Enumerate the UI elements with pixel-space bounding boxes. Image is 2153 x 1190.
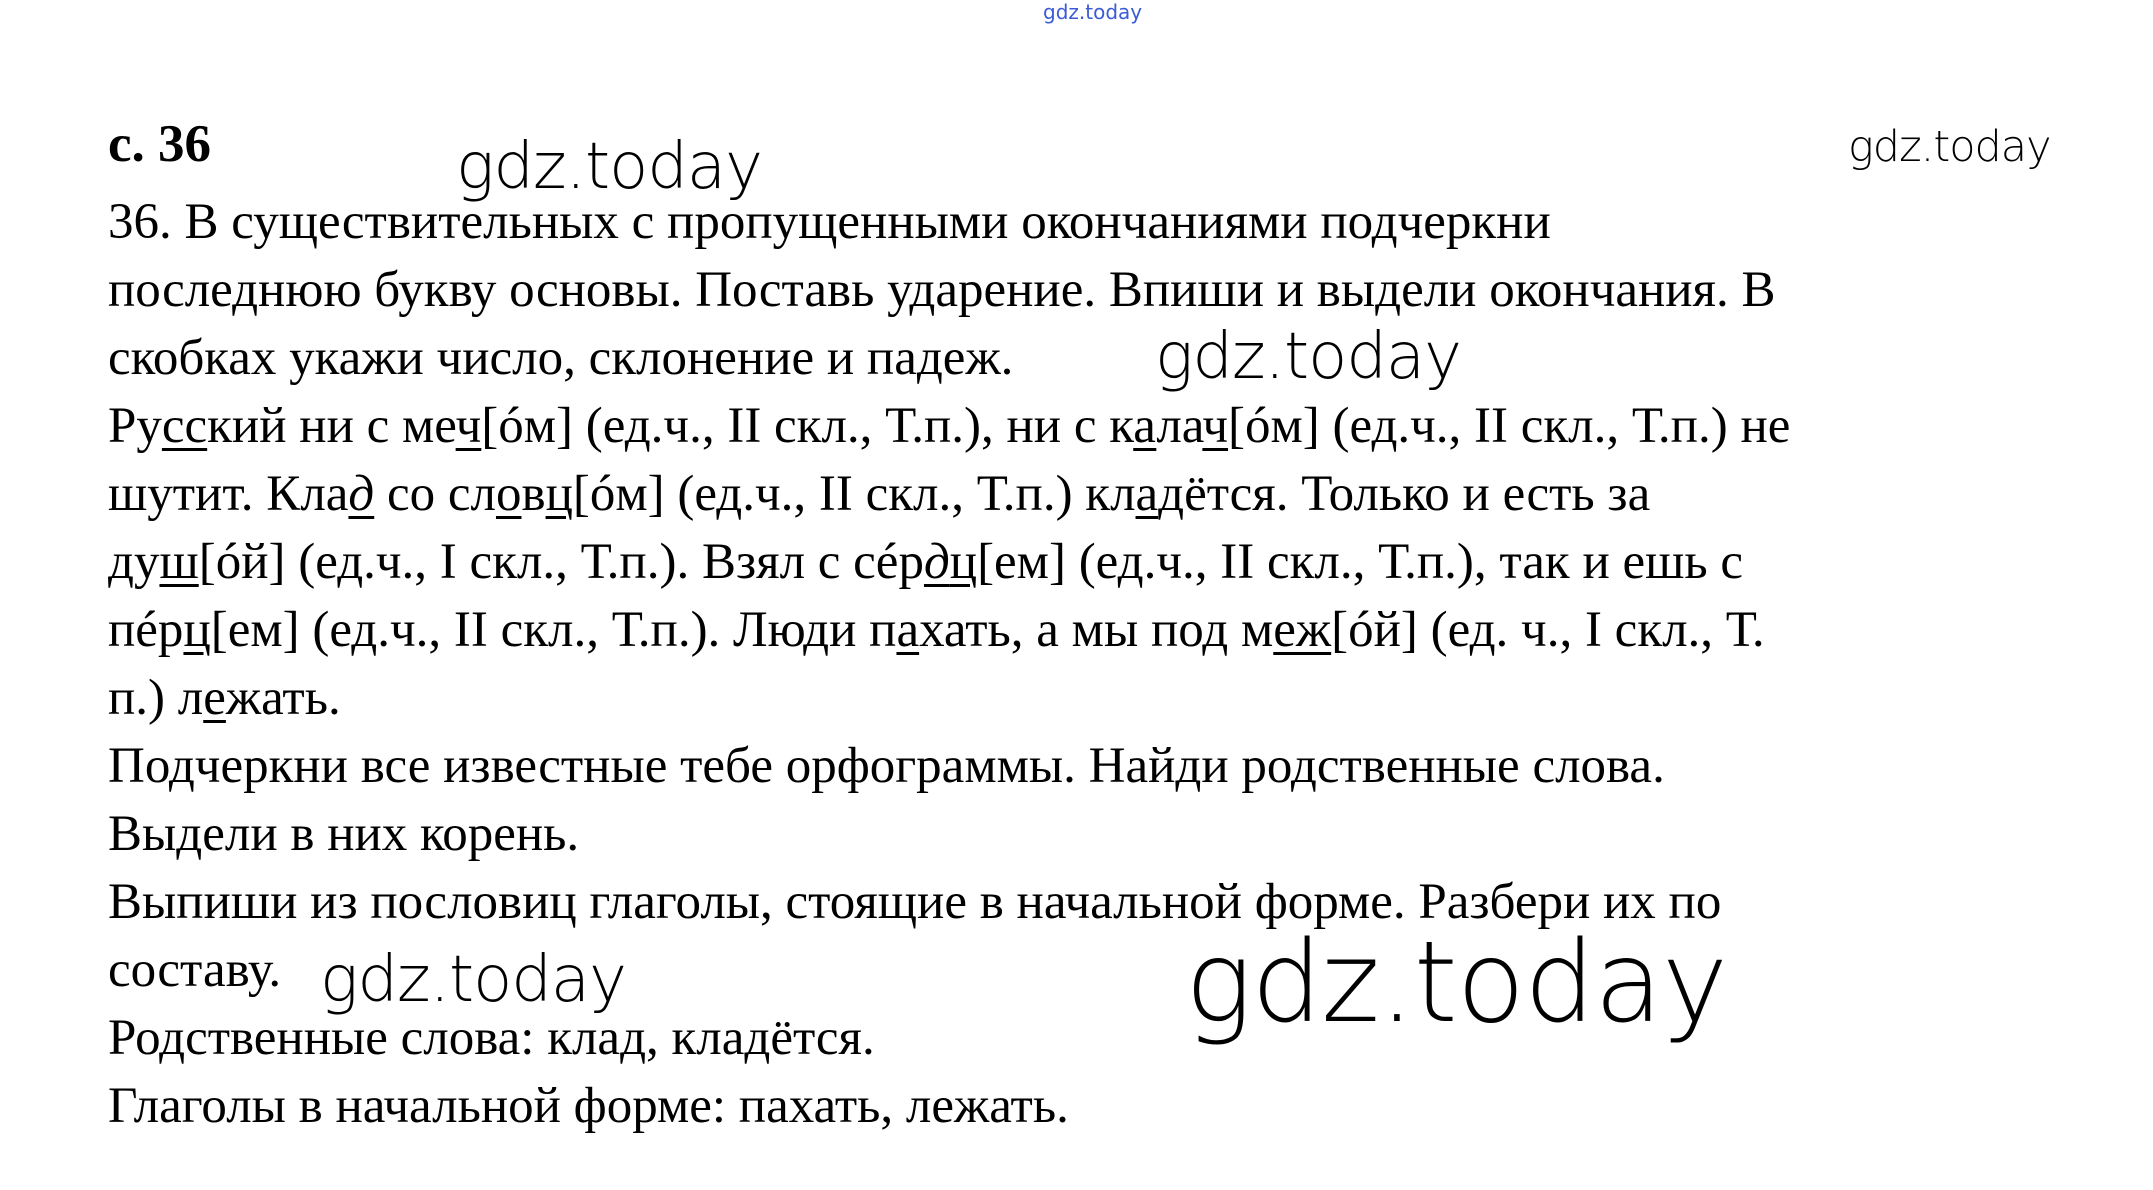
- verbs-answer: Глаголы в начальной форме: пахать, лежать.: [108, 1078, 1069, 1134]
- underlined-letter: а: [896, 602, 920, 658]
- text-segment: жать.: [225, 670, 341, 726]
- text-segment: ла: [1156, 398, 1203, 454]
- task-text-line: Выпиши из пословиц глаголы, стоящие в начальной форме. Разбери их по: [108, 874, 1722, 930]
- answer-line: [108, 460, 2118, 528]
- underlined-letter: ч: [455, 398, 482, 454]
- text-segment: [óй] (ед. ч., I скл., Т.: [1331, 602, 1765, 658]
- underlined-letter: а: [1135, 466, 1159, 522]
- task-text-line: 36. В существительных с пропущенными окончаниями подчеркни: [108, 194, 1551, 250]
- text-segment: [ем] (ед.ч., II скл., Т.п.), так и ешь с: [977, 534, 1744, 590]
- watermark-top: gdz.today: [1043, 0, 1143, 24]
- task-text-line: Выдели в них корень.: [108, 806, 580, 862]
- text-segment: хать, а мы под м: [919, 602, 1274, 658]
- task-text-line: составу.: [108, 942, 282, 998]
- text-segment: Ру: [108, 398, 162, 454]
- underlined-letter: сс: [161, 398, 208, 454]
- watermark: gdz.today: [456, 130, 762, 204]
- related-words-answer: Родственные слова: клад, кладётся.: [108, 1010, 875, 1066]
- document-body: [108, 188, 2118, 1140]
- underlined-letter: д: [348, 466, 375, 522]
- answer-line: [108, 392, 2118, 460]
- watermark-large: gdz.today: [1185, 918, 1728, 1048]
- task-text-line: Подчеркни все известные тебе орфограммы. Найди родственные слова.: [108, 738, 1665, 794]
- text-segment: [óм] (ед.ч., II скл., Т.п.) кл: [572, 466, 1136, 522]
- page-heading: с. 36: [108, 115, 212, 173]
- text-segment: шутит. Кла: [108, 466, 349, 522]
- watermark: gdz.today: [1155, 320, 1461, 394]
- underlined-letter: е: [203, 670, 226, 726]
- text-segment: [óй] (ед.ч., I скл., Т.п.). Взял с сéр: [198, 534, 924, 590]
- watermark: gdz.today: [320, 943, 626, 1017]
- underlined-letter: ч: [1202, 398, 1229, 454]
- underlined-letter: ц: [183, 602, 211, 658]
- underlined-letter: о: [495, 466, 522, 522]
- task-text-line: скобках укажи число, склонение и падеж.: [108, 330, 1014, 386]
- underlined-letter: ш: [159, 534, 199, 590]
- text-segment: [ем] (ед.ч., II скл., Т.п.). Люди п: [210, 602, 897, 658]
- watermark: gdz.today: [1848, 122, 2051, 172]
- text-segment: со сл: [374, 466, 496, 522]
- text-segment: пéр: [108, 602, 184, 658]
- text-segment: [óм] (ед.ч., II скл., Т.п.), ни с к: [481, 398, 1134, 454]
- answer-line: [108, 664, 2118, 732]
- answer-line: [108, 596, 2118, 664]
- underlined-letter: ц: [949, 534, 978, 590]
- underlined-letter: еж: [1273, 602, 1332, 658]
- answer-line: [108, 528, 2118, 596]
- task-text-line: последнюю букву основы. Поставь ударение. Впиши и выдели окончания. В: [108, 262, 1776, 318]
- underlined-letter: ц: [545, 466, 573, 522]
- text-segment: в: [521, 466, 546, 522]
- text-segment: п.) л: [108, 670, 204, 726]
- text-segment: кий ни с ме: [207, 398, 456, 454]
- text-segment: [óм] (ед.ч., II скл., Т.п.) не: [1228, 398, 1791, 454]
- underlined-letter: д: [923, 534, 950, 590]
- text-segment: ду: [108, 534, 160, 590]
- underlined-letter: а: [1133, 398, 1157, 454]
- text-segment: дётся. Только и есть за: [1158, 466, 1651, 522]
